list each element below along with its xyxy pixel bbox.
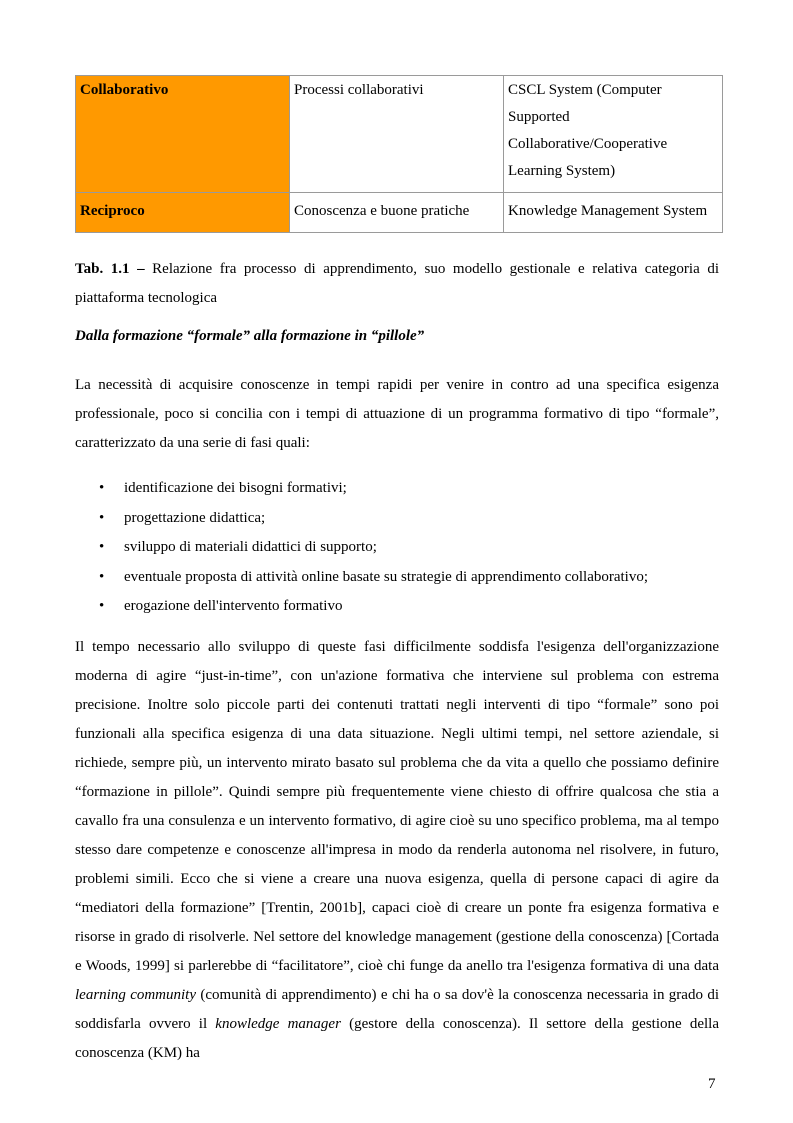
caption-text: Relazione fra processo di apprendimento, suo modello gestionale e relativa categoria di piattaforma tecnologica <box>75 261 719 306</box>
caption-label: Tab. 1.1 – <box>75 261 145 277</box>
list-item-text: identificazione dei bisogni formativi; <box>124 480 347 496</box>
list-item-text: eventuale proposta di attività online basate su strategie di apprendimento collaborativo; <box>124 568 649 585</box>
list-item <box>75 533 648 563</box>
list-item <box>75 504 648 534</box>
list-item-text: erogazione dell'intervento formativo <box>124 598 343 614</box>
list-item <box>75 563 648 593</box>
bullet-icon: • <box>99 598 105 614</box>
intro-paragraph: La necessità di acquisire conoscenze in tempi rapidi per venire in contro ad una specifica esigenza professionale, poco si concilia con i tempi di attuazione di un programma formativo di tipo “formale”, caratterizzato da una serie di fasi quali: <box>75 377 719 451</box>
table-caption <box>75 255 719 313</box>
page-number: 7 <box>708 1076 716 1092</box>
body-paragraph <box>75 633 719 1068</box>
list-item-text: sviluppo di materiali didattici di supporto; <box>124 539 377 555</box>
table-row <box>76 193 723 233</box>
body-text: (gestore della conoscenza). Il settore della gestione della conoscenza (KM) ha <box>75 1016 719 1061</box>
phase-list <box>75 474 648 622</box>
body-text: (comunità di apprendimento) e chi ha o sa dov'è la conoscenza necessaria in grado di soddisfarla ovvero il <box>75 987 719 1032</box>
table-cell-process: Conoscenza e buone pratiche <box>290 193 504 233</box>
list-item <box>75 474 648 504</box>
table-cell-platform: CSCL System (Computer Supported Collaborative/Cooperative Learning System) <box>504 76 723 193</box>
table-row <box>76 76 723 193</box>
bullet-icon: • <box>99 480 105 496</box>
section-heading: Dalla formazione “formale” alla formazione in “pillole” <box>75 328 425 344</box>
body-text: Il tempo necessario allo sviluppo di queste fasi difficilmente soddisfa l'esigenza dell'organizzazione moderna di agire “just-in-time”, con un'azione formativa che interviene sul problema con estrema precisione. Inoltre solo piccole parti dei contenuti trattati negli interventi di tipo “formale” sono poi funzionali alla specifica esigenza di una data situazione. Negli ultimi tempi, nel settore aziendale, si richiede, sempre più, un intervento mirato basato sul problema che da vita a quello che possiamo definire “formazione in pillole”. Quindi sempre più frequentemente viene chiesto di offrire qualcosa che stia a cavallo fra una consulenza e un intervento formativo, di agire cioè su uno specifico problema, ma al tempo stesso dare competenze e conoscenze all'impresa in modo da renderla autonoma nel risolvere, in futuro, problemi simili. Ecco che si viene a creare una nuova esigenza, quella di persone capaci di agire da “mediatori della formazione” [Trentin, 2001b], capaci cioè di creare un ponte fra esigenza formativa e risorse in grado di risolverle. Nel settore del knowledge management (gestione della conoscenza) [Cortada e Woods, 1999] si parlerebbe di “facilitatore”, cioè chi funge da anello tra l'esigenza formativa di una data <box>75 639 719 974</box>
list-item-text: progettazione didattica; <box>124 509 266 526</box>
learning-platform-table <box>75 75 723 233</box>
bullet-icon: • <box>99 539 105 555</box>
table-cell-platform: Knowledge Management System <box>504 193 723 233</box>
body-italic-term: learning community <box>75 987 197 1003</box>
table-cell-process: Processi collaborativi <box>290 76 504 193</box>
bullet-icon: • <box>99 509 105 526</box>
table-cell-category: Reciproco <box>76 193 290 233</box>
table-cell-category: Collaborativo <box>76 76 290 193</box>
bullet-icon: • <box>99 568 105 585</box>
list-item <box>75 592 648 622</box>
body-italic-term: knowledge manager <box>215 1016 341 1032</box>
